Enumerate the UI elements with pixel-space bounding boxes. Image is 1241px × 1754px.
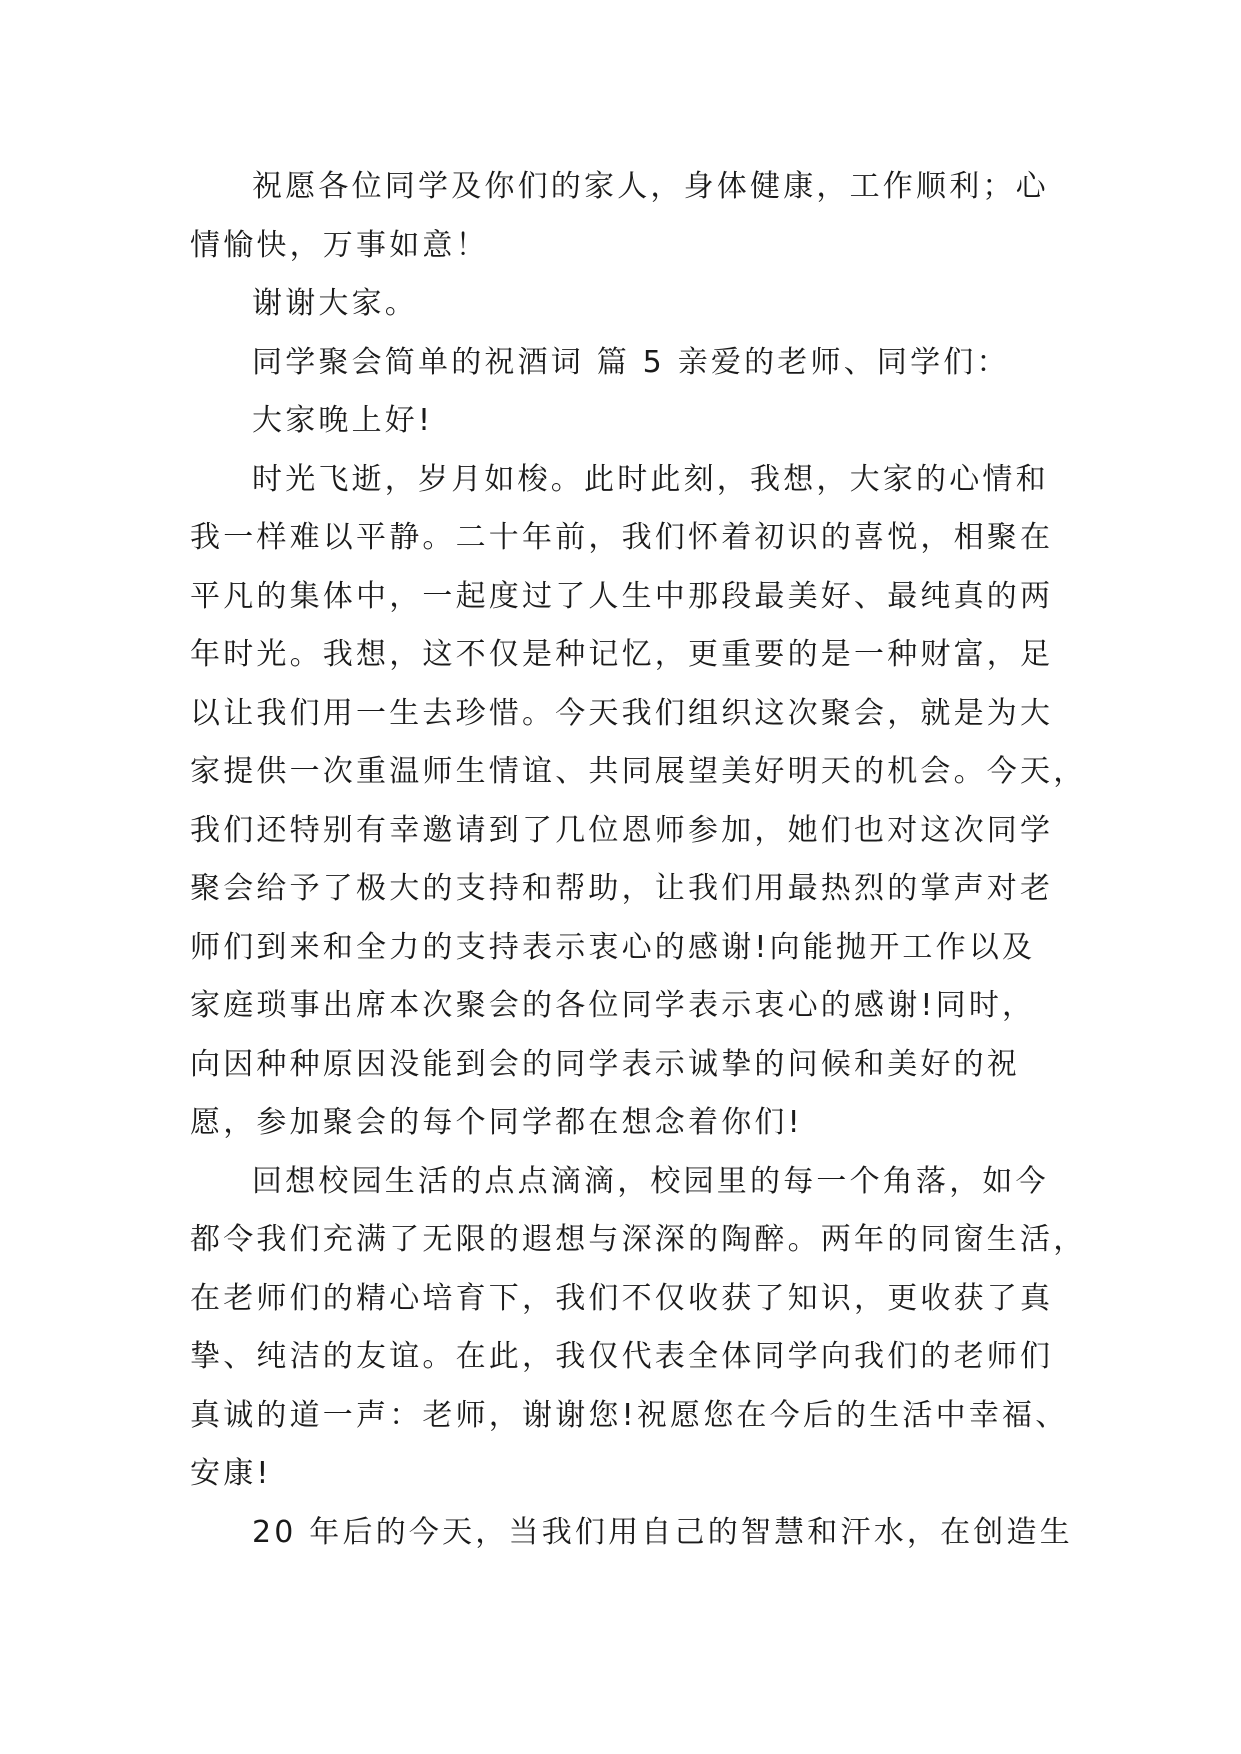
- text-line: 师们到来和全力的支持表示衷心的感谢!向能抛开工作以及: [190, 929, 1036, 965]
- text-line: 家庭琐事出席本次聚会的各位同学表示衷心的感谢!同时，: [190, 988, 1036, 1023]
- text-line: 聚会给予了极大的支持和帮助，让我们用最热烈的掌声对老: [190, 871, 1054, 906]
- text-line: 情愉快，万事如意！: [190, 227, 489, 263]
- text-line: 回想校园生活的点点滴滴，校园里的每一个角落，如今: [252, 1163, 1049, 1199]
- text-line: 安康!: [190, 1456, 272, 1491]
- text-line: 家提供一次重温师生情谊、共同展望美好明天的机会。今天，: [190, 754, 1087, 789]
- text-line: 年时光。我想，这不仅是种记忆，更重要的是一种财富，足: [190, 637, 1054, 672]
- text-line: 向因种种原因没能到会的同学表示诚挚的问候和美好的祝: [190, 1046, 1020, 1082]
- text-line: 挚、纯洁的友谊。在此，我仅代表全体同学向我们的老师们: [190, 1339, 1054, 1374]
- text-line: 大家晚上好!: [252, 403, 434, 438]
- text-line: 愿，参加聚会的每个同学都在想念着你们!: [190, 1105, 803, 1140]
- text-line: 以让我们用一生去珍惜。今天我们组织这次聚会，就是为大: [190, 695, 1054, 731]
- text-line: 我们还特别有幸邀请到了几位恩师参加，她们也对这次同学: [190, 812, 1054, 848]
- text-line: 同学聚会简单的祝酒词 篇 5 亲爱的老师、同学们：: [252, 344, 1010, 380]
- text-line: 祝愿各位同学及你们的家人，身体健康，工作顺利；心: [252, 169, 1049, 204]
- text-line: 谢谢大家。: [252, 286, 418, 321]
- text-line: 我一样难以平静。二十年前，我们怀着初识的喜悦，相聚在: [190, 520, 1054, 555]
- text-line: 真诚的道一声：老师，谢谢您!祝愿您在今后的生活中幸福、: [190, 1397, 1069, 1433]
- text-line: 都令我们充满了无限的遐想与深深的陶醉。两年的同窗生活，: [190, 1222, 1087, 1257]
- text-line: 20 年后的今天，当我们用自己的智慧和汗水，在创造生: [252, 1514, 1073, 1550]
- text-line: 在老师们的精心培育下，我们不仅收获了知识，更收获了真: [190, 1280, 1054, 1316]
- document-body: [190, 158, 1087, 1562]
- text-line: 时光飞逝，岁月如梭。此时此刻，我想，大家的心情和: [252, 461, 1049, 497]
- text-line: 平凡的集体中，一起度过了人生中那段最美好、最纯真的两: [190, 578, 1054, 614]
